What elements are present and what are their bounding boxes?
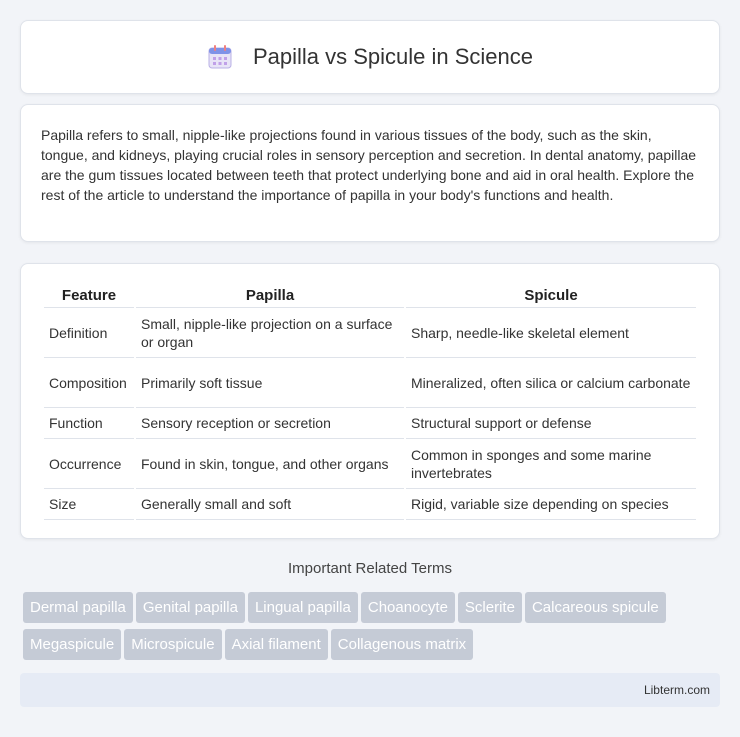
title-card bbox=[20, 20, 720, 94]
table-cell: Small, nipple-like projection on a surface or organ bbox=[136, 308, 404, 358]
table-row bbox=[44, 489, 696, 520]
related-term-tag[interactable]: Sclerite bbox=[458, 592, 522, 623]
related-term-tag[interactable]: Microspicule bbox=[124, 629, 221, 660]
table-cell: Sharp, needle-like skeletal element bbox=[406, 308, 696, 358]
header-spicule: Spicule bbox=[406, 284, 696, 308]
related-terms-list bbox=[23, 592, 723, 666]
table-cell: Common in sponges and some marine invertebrates bbox=[406, 439, 696, 489]
table-cell: Size bbox=[44, 489, 134, 520]
table-cell: Generally small and soft bbox=[136, 489, 404, 520]
table-cell: Found in skin, tongue, and other organs bbox=[136, 439, 404, 489]
table-cell: Definition bbox=[44, 308, 134, 358]
related-term-tag[interactable]: Dermal papilla bbox=[23, 592, 133, 623]
table-cell: Occurrence bbox=[44, 439, 134, 489]
table-row bbox=[44, 308, 696, 358]
intro-card bbox=[20, 104, 720, 242]
calendar-icon bbox=[207, 44, 233, 70]
footer-site-link[interactable]: Libterm.com bbox=[643, 683, 710, 697]
table-cell: Mineralized, often silica or calcium carbonate bbox=[406, 358, 696, 408]
table-row bbox=[44, 358, 696, 408]
table-cell: Rigid, variable size depending on species bbox=[406, 489, 696, 520]
table-cell: Structural support or defense bbox=[406, 408, 696, 439]
header-papilla: Papilla bbox=[136, 284, 404, 308]
footer bbox=[20, 673, 720, 707]
related-term-tag[interactable]: Calcareous spicule bbox=[525, 592, 666, 623]
table-cell: Composition bbox=[44, 358, 134, 408]
comparison-card bbox=[20, 263, 720, 539]
table-cell: Sensory reception or secretion bbox=[136, 408, 404, 439]
table-cell: Primarily soft tissue bbox=[136, 358, 404, 408]
table-cell: Function bbox=[44, 408, 134, 439]
related-term-tag[interactable]: Megaspicule bbox=[23, 629, 121, 660]
table-row bbox=[44, 439, 696, 489]
related-term-tag[interactable]: Genital papilla bbox=[136, 592, 245, 623]
related-term-tag[interactable]: Axial filament bbox=[225, 629, 328, 660]
header-feature: Feature bbox=[44, 284, 134, 308]
comparison-table bbox=[42, 284, 698, 520]
related-term-tag[interactable]: Lingual papilla bbox=[248, 592, 358, 623]
page-title: Papilla vs Spicule in Science bbox=[252, 44, 534, 69]
table-row bbox=[44, 408, 696, 439]
related-term-tag[interactable]: Choanocyte bbox=[361, 592, 455, 623]
intro-text: Papilla refers to small, nipple-like projections found in various tissues of the body, such as the skin, tongue, and kidneys, playing crucial roles in sensory perception and secretion. In dental anatomy, papillae are the gum tissues located between teeth that protect underlying bone and aid in oral health. Explore the rest of the article to understand the importance of papilla in your body's functions and health. bbox=[41, 127, 697, 203]
related-term-tag[interactable]: Collagenous matrix bbox=[331, 629, 473, 660]
related-terms-title: Important Related Terms bbox=[288, 560, 452, 577]
